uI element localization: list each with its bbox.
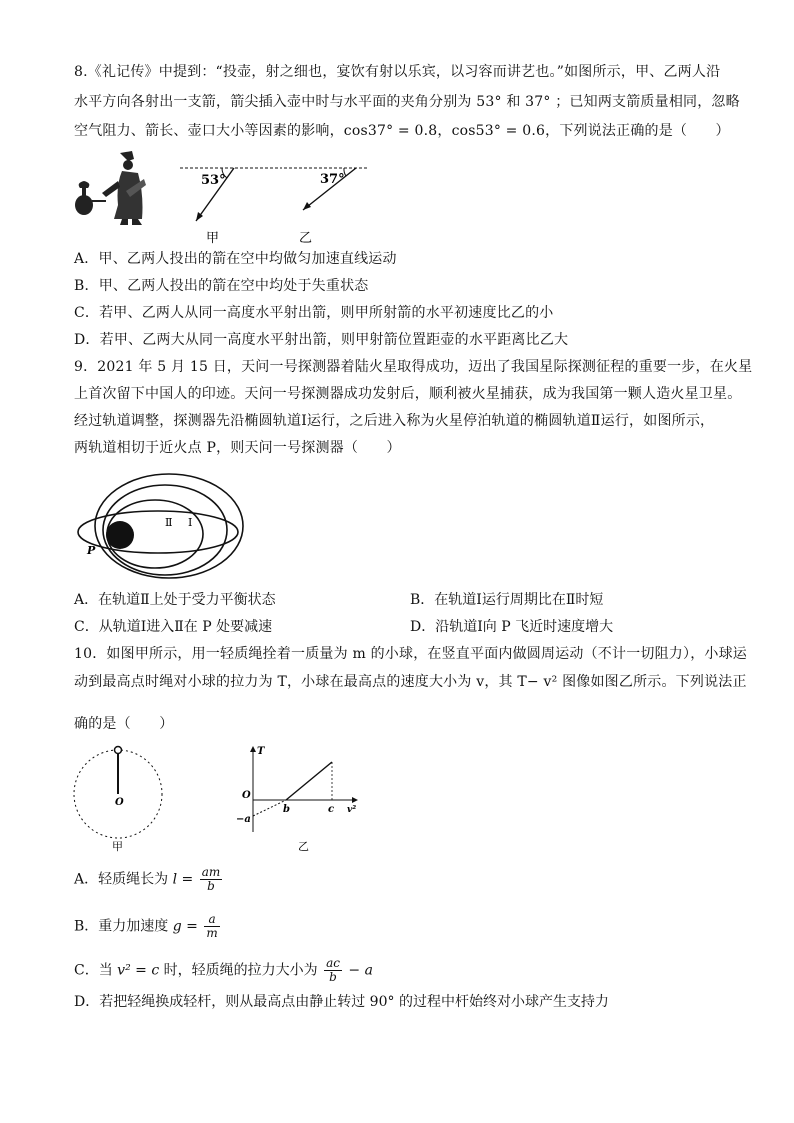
q10-option-a-fraction bbox=[200, 866, 223, 893]
q9-line-3: 经过轨道调整，探测器先沿椭圆轨道Ⅰ运行，之后进入称为火星停泊轨道的椭圆轨道Ⅱ运行，如图所示， bbox=[74, 413, 715, 429]
q10-circle-figure bbox=[70, 742, 170, 854]
axis-t-label: T bbox=[257, 746, 265, 757]
fraction-numerator: am bbox=[201, 865, 221, 879]
axis-v-label: v² bbox=[347, 805, 357, 815]
q10-option-c bbox=[74, 957, 373, 984]
orbit-1-label: Ⅰ bbox=[188, 516, 193, 529]
q9-line-2: 上首次留下中国人的印迹。天问一号探测器成功发射后，顺利被火星捕获，成为我国第一颗人造火星卫星。 bbox=[74, 386, 742, 402]
q10-option-b-lhs: g = bbox=[172, 918, 198, 935]
mars-equator-ring bbox=[78, 511, 238, 553]
q8-figure bbox=[72, 145, 372, 245]
q8-option-b: B．甲、乙两人投出的箭在空中均处于失重状态 bbox=[74, 278, 369, 294]
caption-b: 乙 bbox=[299, 231, 313, 245]
q9-option-a: A．在轨道Ⅱ上处于受力平衡状态 bbox=[74, 592, 276, 608]
mars-icon bbox=[106, 521, 134, 549]
q10-option-c-mid: 时，轻质绳的拉力大小为 bbox=[163, 962, 318, 979]
neg-a-label: −a bbox=[236, 814, 251, 825]
b-label: b bbox=[283, 804, 290, 815]
q10-option-c-text: C．当 bbox=[74, 962, 113, 979]
q10-option-a-lhs: l = bbox=[172, 871, 194, 888]
q9-line-1: 9．2021 年 5 月 15 日，天问一号探测器着陆火星取得成功，迈出了我国星际探测征程的重要一步，在火星 bbox=[74, 359, 753, 375]
fraction-numerator: a bbox=[204, 913, 219, 927]
q9-option-c: C．从轨道Ⅰ进入Ⅱ在 P 处要减速 bbox=[74, 619, 273, 635]
q10-option-b-text: B．重力加速度 bbox=[74, 918, 169, 935]
q10-option-c-condition: v² = c bbox=[117, 962, 160, 979]
q9-line-4: 两轨道相切于近火点 P，则天问一号探测器（ ） bbox=[74, 440, 401, 456]
q10-option-a-text: A．轻质绳长为 bbox=[74, 871, 169, 888]
q10-option-d: D．若把轻绳换成轻杆，则从最高点由静止转过 90° 的过程中杆始终对小球产生支持力 bbox=[74, 994, 609, 1010]
q8-option-d: D．若甲、乙两大从同一高度水平射出箭，则甲射箭位置距壶的水平距离比乙大 bbox=[74, 332, 569, 348]
q9-option-d: D．沿轨道Ⅰ向 P 飞近时速度增大 bbox=[410, 619, 614, 635]
arrow-a-diagram bbox=[180, 168, 282, 245]
fraction-denominator: m bbox=[206, 926, 218, 940]
fraction-denominator: b bbox=[329, 970, 337, 984]
q8-option-a: A．甲、乙两人投出的箭在空中均做匀加速直线运动 bbox=[74, 251, 397, 267]
pot-icon bbox=[75, 181, 106, 215]
q9-orbit-figure bbox=[70, 466, 250, 586]
q10-line-1: 10．如图甲所示，用一轻质绳拴着一质量为 m 的小球，在竖直平面内做圆周运动（不计一切阻力），小球运 bbox=[74, 646, 747, 662]
q10-option-c-tail: − a bbox=[348, 962, 373, 979]
orbit-2-label: Ⅱ bbox=[165, 516, 173, 529]
q8-line-3: 空气阻力、箭长、壶口大小等因素的影响，cos37° = 0.8，cos53° = 0.6，下列说法正确的是（ ） bbox=[74, 123, 730, 139]
fraction-denominator: b bbox=[207, 879, 215, 893]
q10-line-3: 确的是（ ） bbox=[74, 716, 174, 732]
c-label: c bbox=[328, 804, 335, 815]
caption-a: 甲 bbox=[206, 231, 220, 245]
q8-option-c: C．若甲、乙两人从同一高度水平射出箭，则甲所射箭的水平初速度比乙的小 bbox=[74, 305, 554, 321]
origin-label: O bbox=[242, 790, 251, 801]
ball-icon bbox=[115, 747, 122, 754]
caption-jia: 甲 bbox=[112, 840, 123, 853]
arrow-b-diagram bbox=[284, 168, 368, 245]
caption-yi: 乙 bbox=[298, 840, 309, 853]
q10-line-2: 动到最高点时绳对小球的拉力为 T，小球在最高点的速度大小为 v，其 T− v² 图像如图乙所示。下列说法正 bbox=[74, 674, 747, 690]
q10-graph-figure bbox=[228, 742, 363, 854]
fraction-numerator: ac bbox=[326, 956, 340, 970]
angle-b-label: 37° bbox=[320, 172, 345, 187]
q8-line-1: 8.《礼记传》中提到：“投壶，射之细也，宴饮有射以乐宾，以习容而讲艺也。”如图所示，甲、乙两人沿 bbox=[74, 64, 721, 80]
archer-figure-icon bbox=[102, 151, 146, 225]
q10-option-b bbox=[74, 913, 222, 940]
point-p-label: P bbox=[87, 544, 96, 557]
q9-option-b: B．在轨道Ⅰ运行周期比在Ⅱ时短 bbox=[410, 592, 604, 608]
q10-option-c-fraction bbox=[324, 957, 342, 984]
angle-a-label: 53° bbox=[201, 173, 226, 188]
q8-line-2: 水平方向各射出一支箭，箭尖插入壶中时与水平面的夹角分别为 53° 和 37° ；已知两支箭质量相同，忽略 bbox=[74, 94, 740, 110]
q10-option-b-fraction bbox=[204, 913, 219, 940]
center-label: O bbox=[115, 797, 124, 808]
q10-option-a bbox=[74, 866, 224, 893]
